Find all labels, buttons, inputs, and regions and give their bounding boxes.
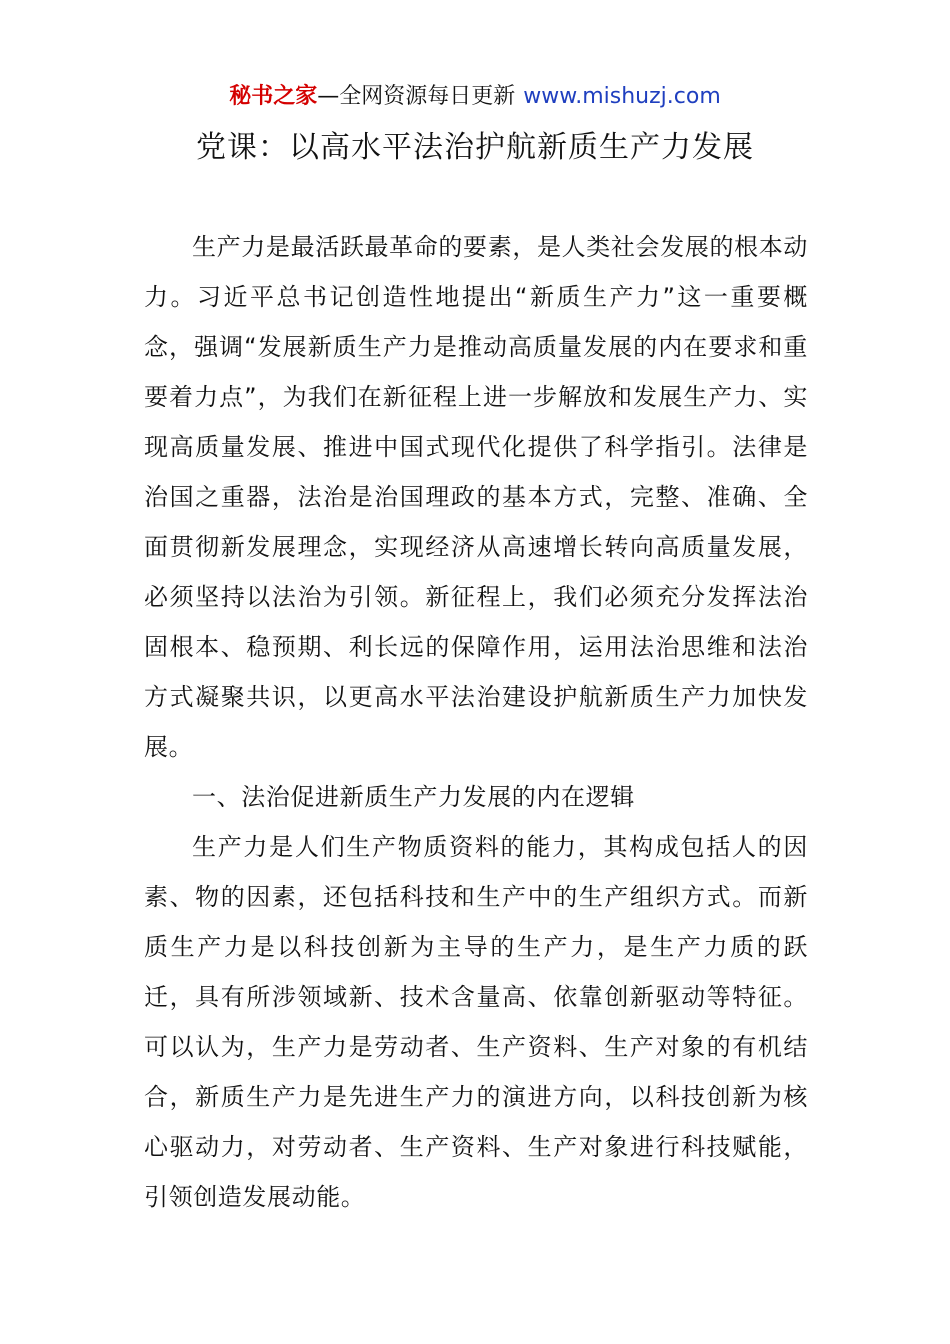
site-header bbox=[0, 82, 950, 112]
paragraph-section-1: 生产力是人们生产物质资料的能力，其构成包括人的因素、物的因素，还包括科技和生产中的生产组织方式。而新质生产力是以科技创新为主导的生产力，是生产力质的跃迁，具有所涉领域新、技术含量高、依靠创新驱动等特征。可以认为，生产力是劳动者、生产资料、生产对象的有机结合，新质生产力是先进生产力的演进方向，以科技创新为核心驱动力，对劳动者、生产资料、生产对象进行科技赋能，引领创造发展动能。 bbox=[144, 833, 808, 1211]
site-brand: 秘书之家 bbox=[229, 84, 318, 109]
section-heading-1: 一、法治促进新质生产力发展的内在逻辑 bbox=[192, 783, 635, 811]
document-title: 党课：以高水平法治护航新质生产力发展 bbox=[196, 130, 754, 165]
site-url-link[interactable]: www.mishuzj.com bbox=[523, 84, 721, 109]
header-dash: — bbox=[317, 84, 340, 109]
document-body bbox=[144, 222, 808, 1222]
paragraph-intro: 生产力是最活跃最革命的要素，是人类社会发展的根本动力。习近平总书记创造性地提出“新质生产力”这一重要概念，强调“发展新质生产力是推动高质量发展的内在要求和重要着力点”，为我们在新征程上进一步解放和发展生产力、实现高质量发展、推进中国式现代化提供了科学指引。法律是治国之重器，法治是治国理政的基本方式，完整、准确、全面贯彻新发展理念，实现经济从高速增长转向高质量发展，必须坚持以法治为引领。新征程上，我们必须充分发挥法治固根本、稳预期、利长远的保障作用，运用法治思维和法治方式凝聚共识，以更高水平法治建设护航新质生产力加快发展。 bbox=[144, 233, 808, 761]
site-tagline: 全网资源每日更新 bbox=[339, 84, 516, 109]
